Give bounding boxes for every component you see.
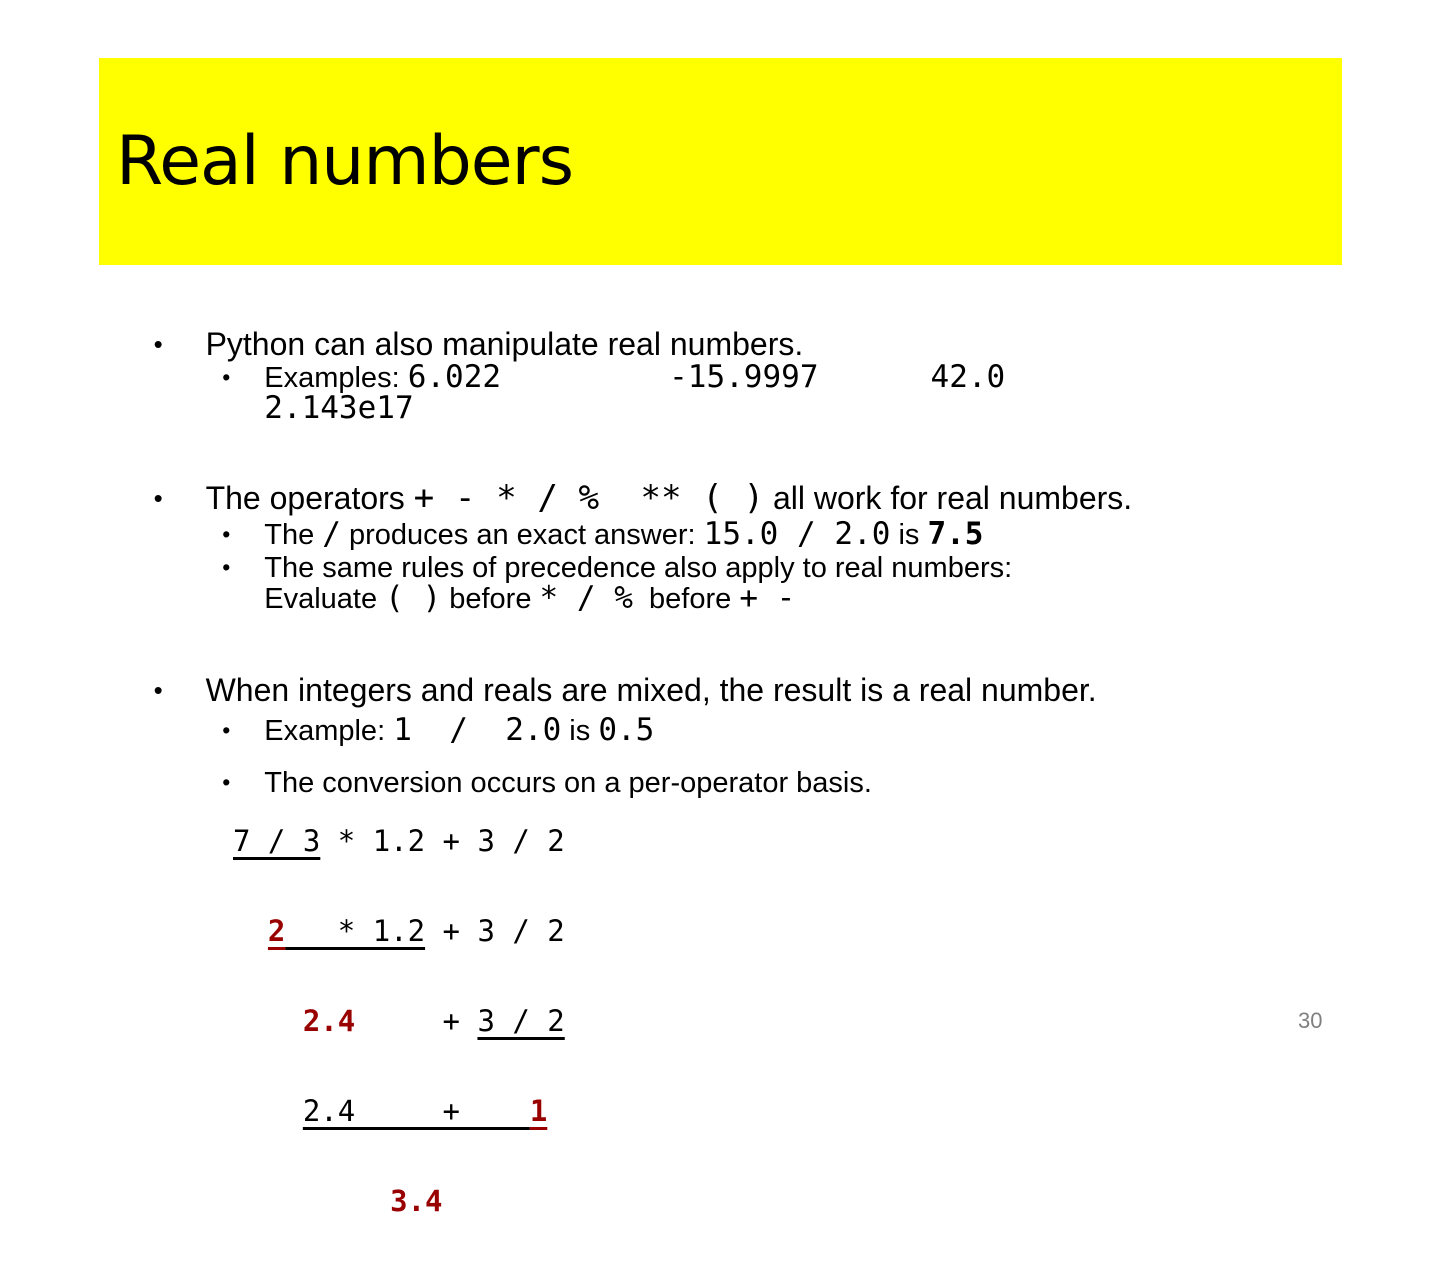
bullet-icon: • bbox=[222, 364, 231, 391]
bullet-mixed-example-text: Example: 1 / 2.0 is 0.5 bbox=[264, 712, 655, 749]
slide-title: Real numbers bbox=[116, 121, 574, 201]
bullet-icon: • bbox=[222, 521, 231, 548]
eval-step-1: 7 / 3 * 1.2 + 3 / 2 bbox=[233, 824, 565, 858]
bullet-precedence-text: The same rules of precedence also apply to real numbers: bbox=[264, 552, 1013, 585]
bullet-conversion-text: The conversion occurs on a per-operator basis. bbox=[264, 767, 872, 800]
eval-step-4: 2.4 + 1 bbox=[302, 1094, 548, 1128]
page-number: 30 bbox=[1298, 1008, 1323, 1033]
eval-step-2: 2 * 1.2 + 3 / 2 bbox=[267, 914, 565, 948]
eval-step-5: 3.4 bbox=[390, 1184, 443, 1218]
bullet-icon: • bbox=[153, 482, 163, 513]
evaluation-steps bbox=[233, 766, 565, 1276]
bullet-icon: • bbox=[222, 717, 231, 744]
bullet-icon: • bbox=[153, 674, 163, 705]
bullet-examples-text: Examples: 6.022 -15.9997 42.0 bbox=[264, 359, 1006, 396]
bullet-icon: • bbox=[153, 328, 163, 359]
precedence-continuation-text: Evaluate ( ) before * / % before + - bbox=[264, 580, 796, 617]
bullet-operators-text: The operators + - * / % ** ( ) all work for real numbers. bbox=[205, 477, 1133, 518]
bullet-exact-answer-text: The / produces an exact answer: 15.0 / 2.0 is 7.5 bbox=[264, 516, 984, 553]
bullet-icon: • bbox=[222, 769, 231, 796]
bullet-icon: • bbox=[222, 554, 231, 581]
bullet-mixed-text: When integers and reals are mixed, the result is a real number. bbox=[205, 671, 1097, 708]
title-banner bbox=[99, 58, 1342, 265]
examples-continuation-text: 2.143e17 bbox=[264, 390, 414, 427]
eval-step-3: 2.4 + 3 / 2 bbox=[302, 1004, 565, 1038]
bullet-python-text: Python can also manipulate real numbers. bbox=[205, 325, 804, 362]
